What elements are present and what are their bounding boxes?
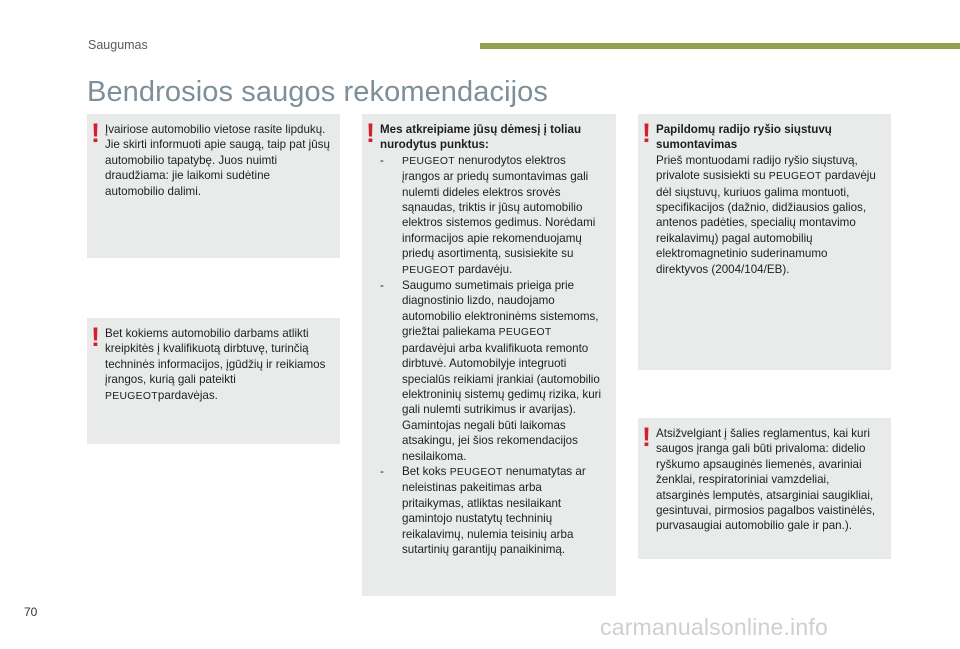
list-item: - Saugumo sumetimais prieiga prie diagnostinio lizdo, naudojamo automobilio elektroninėms sistemoms, griežtai paliekama PEUGEOT pardavėjui arba kvalifikuota remonto dirbtuvė. Automobilyje integruoti specialūs reikiami įrankiai (automobilio elektroninių sistemų gedimų rizika, kuri gali nulemti sutrikimus ir avarijas). Gamintojas negali būti laikomas atsakingu, jei šios rekomendacijos nesilaikoma. bbox=[380, 279, 602, 463]
box-text: Įvairiose automobilio vietose rasite lipdukų. Jie skirti informuoti apie saugą, taip pat jūsų automobilio tapatybę. Juos nuimti draudžiama: jie laikomi sudėtine automobilio dalimi. bbox=[105, 123, 330, 198]
warning-box-notes bbox=[362, 114, 616, 596]
list-item: - Bet koks PEUGEOT nenumatytas ar neleistinas pakeitimas arba pritaikymas, atliktas nesilaikant gamintojo nustatytų techninių reikalavimų, nulemia teisinių arba sutartinių garantijų panaikinimą. bbox=[380, 464, 586, 556]
warning-box-equipment bbox=[638, 418, 891, 559]
brand-name: PEUGEOT bbox=[498, 327, 552, 339]
page-number: 70 bbox=[24, 605, 38, 619]
section-label: Saugumas bbox=[88, 38, 148, 52]
warning-icon: ! bbox=[91, 322, 100, 352]
box-text: Atsižvelgiant į šalies reglamentus, kai kuri saugos įranga gali būti privaloma: didelio ryškumo apsauginės liemenės, avariniai ženklai, respiratoriniai vamzdeliai, atsarginės lemputės, atsarginiai saugikliai, gesintuvai, pirmosios pagalbos vaistinėlės, purvasaugiai automobilio gale ir pan.). bbox=[656, 427, 876, 533]
list-dash: - bbox=[380, 464, 384, 478]
section-rule bbox=[480, 43, 960, 49]
list-item: - PEUGEOT nenurodytos elektros įrangos ar priedų sumontavimas gali nulemti dideles elektros srovės sąnaudas, triktis ir jūsų automobilio elektros sistemos gedimus. Norėdami informacijos apie rekomenduojamų priedų asortimentą, susisiekite su PEUGEOT pardavėju. bbox=[380, 153, 596, 276]
warning-icon: ! bbox=[91, 118, 100, 148]
watermark: carmanualsonline.info bbox=[600, 614, 828, 640]
list-dash: - bbox=[380, 279, 384, 293]
list-dash: - bbox=[380, 153, 384, 167]
warning-box-labels bbox=[87, 114, 340, 258]
brand-name: PEUGEOT bbox=[449, 466, 503, 478]
brand-name: PEUGEOT bbox=[105, 390, 158, 402]
box-text: Bet kokiems automobilio darbams atlikti kreipkitės į kvalifikuotą dirbtuvę, turinčią techninės informacijos, įgūdžių ir reikiamos įrangos, kurią gali pateikti PEUGEOTpardavėjas. bbox=[105, 327, 326, 402]
box-heading: Papildomų radijo ryšio siųstuvų sumontavimas bbox=[656, 123, 832, 152]
brand-name: PEUGEOT bbox=[402, 155, 455, 167]
page-title: Bendrosios saugos rekomendacijos bbox=[87, 76, 549, 108]
warning-box-radio bbox=[638, 114, 891, 370]
brand-name: PEUGEOT bbox=[402, 264, 455, 276]
brand-name: PEUGEOT bbox=[768, 171, 822, 183]
notes-list bbox=[380, 153, 606, 558]
warning-icon: ! bbox=[642, 422, 651, 452]
warning-box-workshop bbox=[87, 318, 340, 444]
warning-icon: ! bbox=[366, 118, 375, 148]
warning-icon: ! bbox=[642, 118, 651, 148]
box-text: Prieš montuodami radijo ryšio siųstuvą, privalote susisiekti su PEUGEOT pardavėju dėl siųstuvų, kuriuos galima montuoti, specifikacijos (dažnio, didžiausios galios, antenos padėties, specialių montavimo reikalavimų) pagal automobilių elektromagnetinio suderinamumo direktyvos (2004/104/EB). bbox=[656, 153, 876, 276]
box-heading: Mes atkreipiame jūsų dėmesį į toliau nurodytus punktus: bbox=[380, 123, 582, 152]
